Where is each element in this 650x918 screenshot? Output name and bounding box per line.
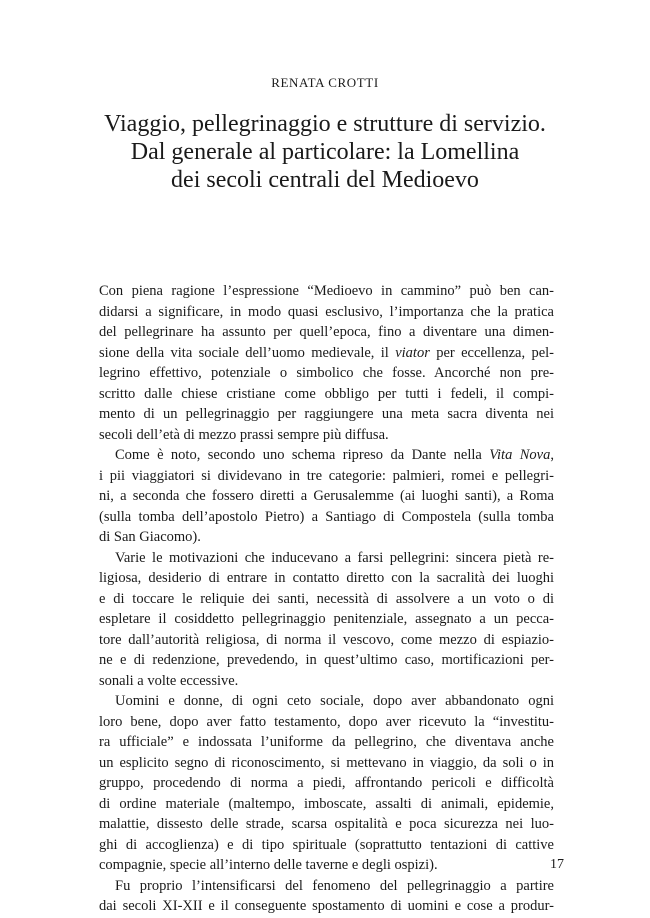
- text-line: Fu proprio l’intensificarsi del fenomeno del pellegrinaggio a partire: [115, 877, 554, 894]
- text-line: Varie le motivazioni che inducevano a farsi pellegrini: sincera pietà re-: [115, 549, 554, 566]
- text-line: sonali a volte eccessive.: [99, 672, 239, 689]
- text-segment: ,: [550, 447, 554, 463]
- text-line: [99, 343, 554, 364]
- text-line: loro bene, dopo aver fatto testamento, dopo aver ricevuto la “investitu-: [99, 713, 554, 730]
- paragraph: [99, 281, 554, 445]
- text-line: tore dall’autorità religiosa, di norma il vescovo, come mezzo di espiazio-: [99, 631, 554, 648]
- paragraph: [99, 876, 554, 917]
- text-line: del pellegrinare ha assunto per quell’epoca, fino a diventare una dimen-: [99, 324, 554, 340]
- text-line: ni, a seconda che fossero diretti a Gerusalemme (ai luoghi santi), a Roma: [99, 488, 554, 504]
- text-line: compagnie, specie all’interno delle taverne e degli ospizi).: [99, 857, 438, 873]
- text-segment: sione della vita sociale dell’uomo medievale, il: [99, 344, 396, 361]
- paragraph: [99, 691, 554, 876]
- body-text: [99, 281, 554, 917]
- text-line: didarsi a significare, in modo quasi esclusivo, l’importanza che la pratica: [99, 303, 554, 320]
- chapter-title-line: Dal generale al particolare: la Lomellina: [130, 139, 520, 165]
- text-line: malattie, dissesto delle strade, scarsa ospitalità e poca sicurezza nei luo-: [99, 816, 554, 832]
- text-line: espletare il cosiddetto pellegrinaggio penitenziale, assegnato a un pecca-: [99, 611, 554, 627]
- italic-term: Vita Nova: [489, 447, 551, 463]
- author-name: RENATA CROTTI: [271, 75, 379, 90]
- text-segment: per eccellenza, pel-: [429, 344, 554, 361]
- text-line: i pii viaggiatori si dividevano in tre categorie: palmieri, romei e pellegri-: [99, 467, 554, 484]
- text-line: ra ufficiale” e indossata l’uniforme da pellegrino, che diventava anche: [99, 734, 554, 750]
- text-line: mento di un pellegrinaggio per raggiungere una meta sacra diventa nei: [99, 406, 554, 422]
- text-line: (sulla tomba dell’apostolo Pietro) a Santiago di Compostela (sulla tomba: [99, 508, 554, 525]
- text-line: un esplicito segno di riconoscimento, si mettevano in viaggio, da soli o in: [99, 754, 554, 771]
- text-line: e di toccare le reliquie dei santi, necessità di assolvere a un voto o di: [99, 590, 554, 607]
- page-number: 17: [550, 857, 564, 872]
- text-line: dai secoli XI-XII e il conseguente spostamento di uomini e cose a produr-: [99, 898, 554, 914]
- text-line: ghi di accoglienza) e di tipo spirituale (soprattutto tentazioni di cattive: [99, 836, 554, 853]
- text-line: ligiosa, desiderio di entrare in contatto diretto con la sacralità dei luoghi: [99, 570, 554, 586]
- paragraph: [99, 445, 554, 548]
- text-line: di ordine materiale (maltempo, imboscate, assalti di animali, epidemie,: [99, 795, 554, 812]
- text-line: di San Giacomo).: [99, 529, 201, 545]
- text-line: scritto dalle chiese cristiane come obbligo per tutti i fedeli, il compi-: [99, 385, 554, 402]
- chapter-title: [70, 110, 580, 194]
- text-line: [99, 445, 554, 466]
- text-line: ne e di redenzione, prevedendo, in quest’ultimo caso, mortificazioni per-: [99, 652, 554, 668]
- text-line: secoli dell’età di mezzo prassi sempre più diffusa.: [99, 426, 389, 443]
- italic-term: viator: [395, 344, 430, 361]
- text-segment: Come è noto, secondo uno schema ripreso da Dante nella: [115, 447, 490, 463]
- text-line: gruppo, procedendo di norma a piedi, affrontando pericoli e difficoltà: [99, 775, 554, 791]
- chapter-title-line: dei secoli centrali del Medioevo: [171, 167, 479, 193]
- chapter-title-line: Viaggio, pellegrinaggio e strutture di servizio.: [104, 111, 546, 137]
- paragraph: [99, 548, 554, 692]
- text-line: Con piena ragione l’espressione “Medioevo in cammino” può ben can-: [99, 283, 554, 299]
- text-line: legrino effettivo, potenziale o simbolico che fosse. Ancorché non pre-: [99, 365, 554, 381]
- text-line: Uomini e donne, di ogni ceto sociale, dopo aver abbandonato ogni: [115, 693, 554, 709]
